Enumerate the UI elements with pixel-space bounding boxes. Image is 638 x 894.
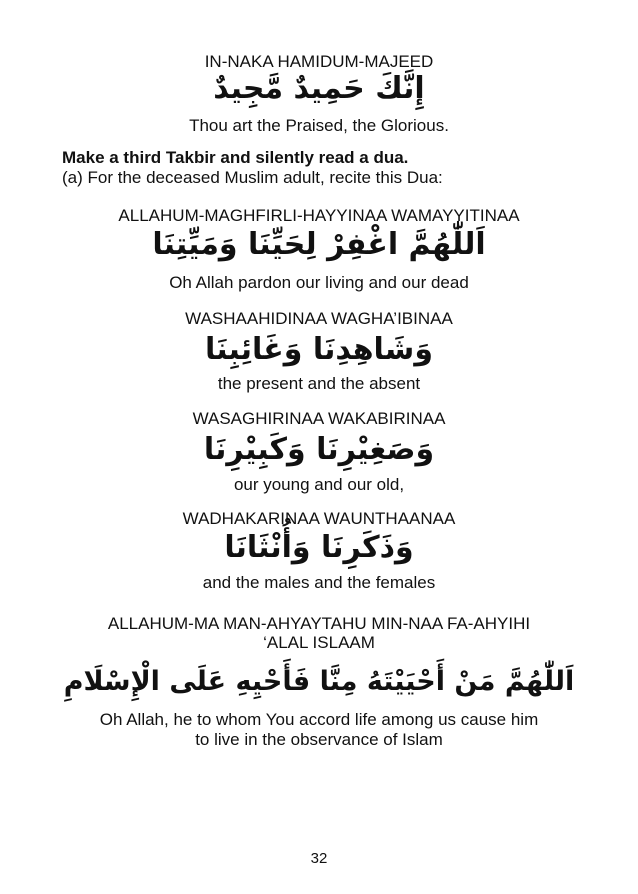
page-number: 32 (310, 850, 328, 867)
arabic-innaka: إِنَّكَ حَمِيدٌ مَّجِيدٌ (213, 71, 425, 106)
translation-present-absent: the present and the absent (217, 374, 421, 393)
translation-living-dead: Oh Allah pardon our living and our dead (169, 273, 469, 292)
translit-allahumma-man-line2: ‘ALAL ISLAAM (263, 633, 375, 652)
translation-males-females: and the males and the females (202, 573, 436, 592)
translit-innaka: IN-NAKA HAMIDUM-MAJEED (204, 52, 434, 71)
arabic-allahumma-man: اَللّٰهُمَّ مَنْ أَحْيَيْتَهُ مِنَّا فَأَحْيِهِ عَلَى الْإِسْلَامِ (63, 666, 575, 697)
arabic-allahum-maghfir: اَللّٰهُمَّ اغْفِرْ لِحَيِّنَا وَمَيِّتِنَا (152, 227, 486, 262)
translation-innaka: Thou art the Praised, the Glorious. (189, 116, 449, 135)
instruction-third-takbir: Make a third Takbir and silently read a dua. (62, 148, 409, 167)
translit-allahumma-man-line1: ALLAHUM-MA MAN-AHYAYTAHU MIN-NAA FA-AHYIHI (107, 614, 531, 633)
translation-life-among-us-line1: Oh Allah, he to whom You accord life among us cause him (99, 710, 539, 729)
instruction-deceased-adult: (a) For the deceased Muslim adult, recite this Dua: (62, 168, 443, 187)
translit-wadhakarinaa: WADHAKARINAA WAUNTHAANAA (182, 509, 456, 528)
arabic-wasaghirinaa: وَصَغِيْرِنَا وَكَبِيْرِنَا (203, 432, 435, 467)
translit-wasaghirinaa: WASAGHIRINAA WAKABIRINAA (192, 409, 446, 428)
arabic-wadhakarinaa: وَذَكَرِنَا وَأُنْثَانَا (224, 530, 414, 565)
translation-young-old: our young and our old, (233, 475, 405, 494)
translit-washaahidinaa: WASHAAHIDINAA WAGHA’IBINAA (185, 309, 453, 328)
translit-allahum-maghfir: ALLAHUM-MAGHFIRLI-HAYYINAA WAMAYYITINAA (118, 206, 520, 225)
translation-life-among-us-line2: to live in the observance of Islam (195, 730, 443, 749)
arabic-washaahidinaa: وَشَاهِدِنَا وَغَائِبِنَا (205, 332, 433, 367)
